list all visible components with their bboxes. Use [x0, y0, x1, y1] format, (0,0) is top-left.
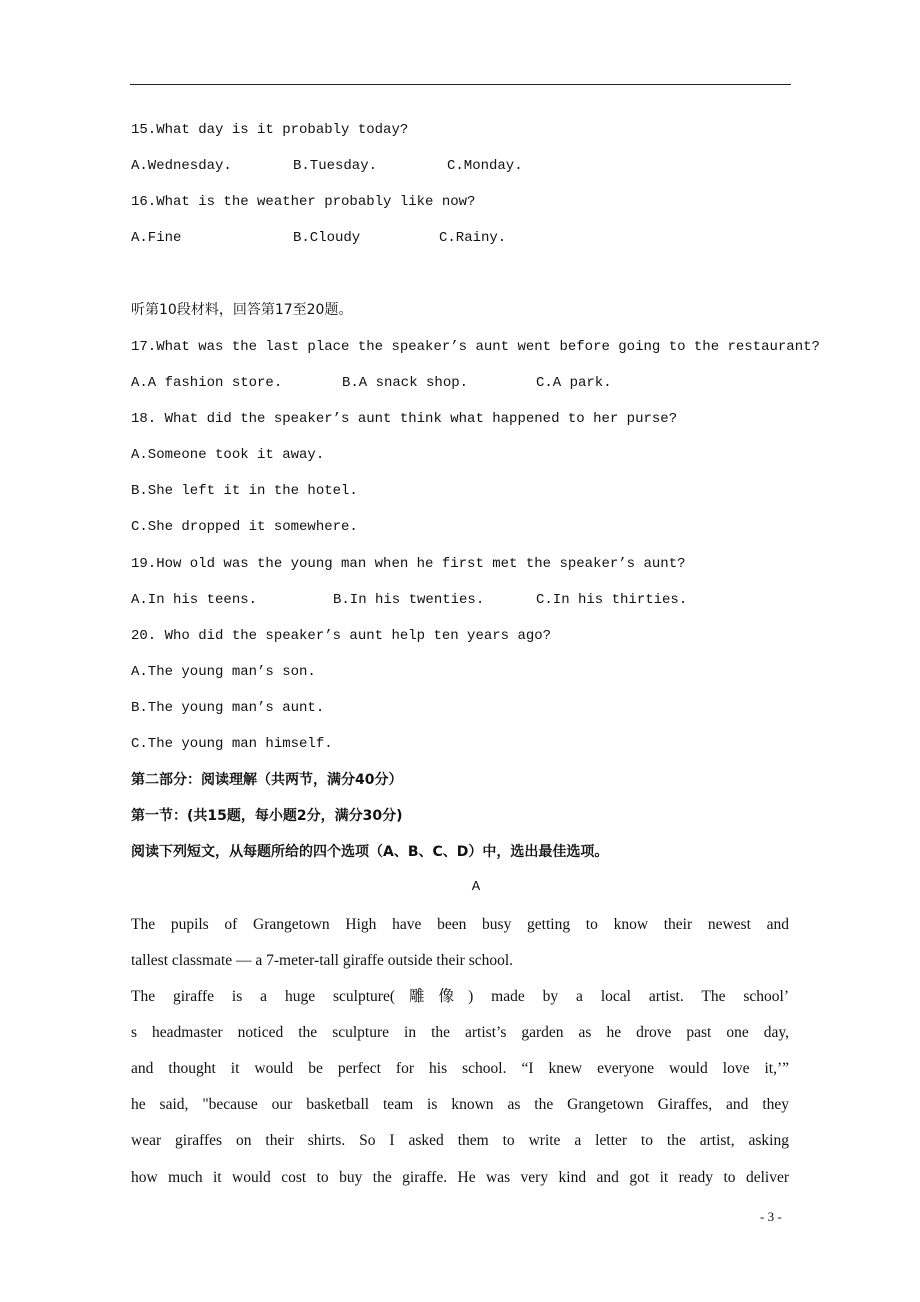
option-b: B.In his twenties. [333, 592, 485, 608]
question-16: 16.What is the weather probably like now? [131, 194, 476, 210]
header-rule [130, 84, 791, 85]
option-c: C.The young man himself. [131, 736, 333, 752]
option-c: C.Monday. [447, 158, 523, 174]
option-c: C.A park. [536, 375, 612, 391]
option-a: A.The young man’s son. [131, 664, 316, 680]
passage-line: s headmaster noticed the sculpture in the artist’s garden as he drove past one day, [131, 1024, 789, 1041]
instruction-text: 听第10段材料，回答第17至20题。 [131, 302, 353, 318]
part2-heading: 第二部分：阅读理解（共两节，满分40分） [131, 772, 403, 788]
option-b: B.She left it in the hotel. [131, 483, 358, 499]
option-c: C.In his thirties. [536, 592, 688, 608]
passage-line: wear giraffes on their shirts. So I asked them to write a letter to the artist, asking [131, 1132, 789, 1149]
option-b: B.Cloudy [293, 230, 361, 246]
question-20: 20. Who did the speaker’s aunt help ten years ago? [131, 628, 552, 644]
option-b: B.The young man’s aunt. [131, 700, 325, 716]
option-c: C.She dropped it somewhere. [131, 519, 358, 535]
option-b: B.A snack shop. [342, 375, 469, 391]
passage-line: The pupils of Grangetown High have been busy getting to know their newest and [131, 916, 789, 933]
passage-line: how much it would cost to buy the giraffe. He was very kind and got it ready to deliver [131, 1169, 789, 1186]
question-19: 19.How old was the young man when he first met the speaker’s aunt? [131, 556, 686, 572]
page-number: - 3 - [760, 1209, 782, 1224]
passage-line: The giraffe is a huge sculpture(雕像) made by a local artist. The school’ [131, 988, 789, 1005]
passage-line: and thought it would be perfect for his school. “I knew everyone would love it,’” [131, 1060, 789, 1077]
option-b: B.Tuesday. [293, 158, 378, 174]
section1-heading: 第一节：(共15题，每小题2分，满分30分) [131, 808, 403, 824]
passage-line: he said, "because our basketball team is known as the Grangetown Giraffes, and they [131, 1096, 789, 1113]
passage-label: A [471, 879, 481, 895]
option-a: A.In his teens. [131, 592, 258, 608]
option-c: C.Rainy. [439, 230, 507, 246]
question-17: 17.What was the last place the speaker’s aunt went before going to the restaurant? [131, 339, 820, 355]
reading-instruction: 阅读下列短文，从每题所给的四个选项（A、B、C、D）中，选出最佳选项。 [131, 844, 609, 860]
option-a: A.A fashion store. [131, 375, 283, 391]
option-a: A.Someone took it away. [131, 447, 325, 463]
option-a: A.Wednesday. [131, 158, 232, 174]
question-18: 18. What did the speaker’s aunt think what happened to her purse? [131, 411, 678, 427]
option-a: A.Fine [131, 230, 182, 246]
passage-line: tallest classmate — a 7-meter-tall giraffe outside their school. [131, 952, 514, 969]
question-15: 15.What day is it probably today? [131, 122, 409, 138]
